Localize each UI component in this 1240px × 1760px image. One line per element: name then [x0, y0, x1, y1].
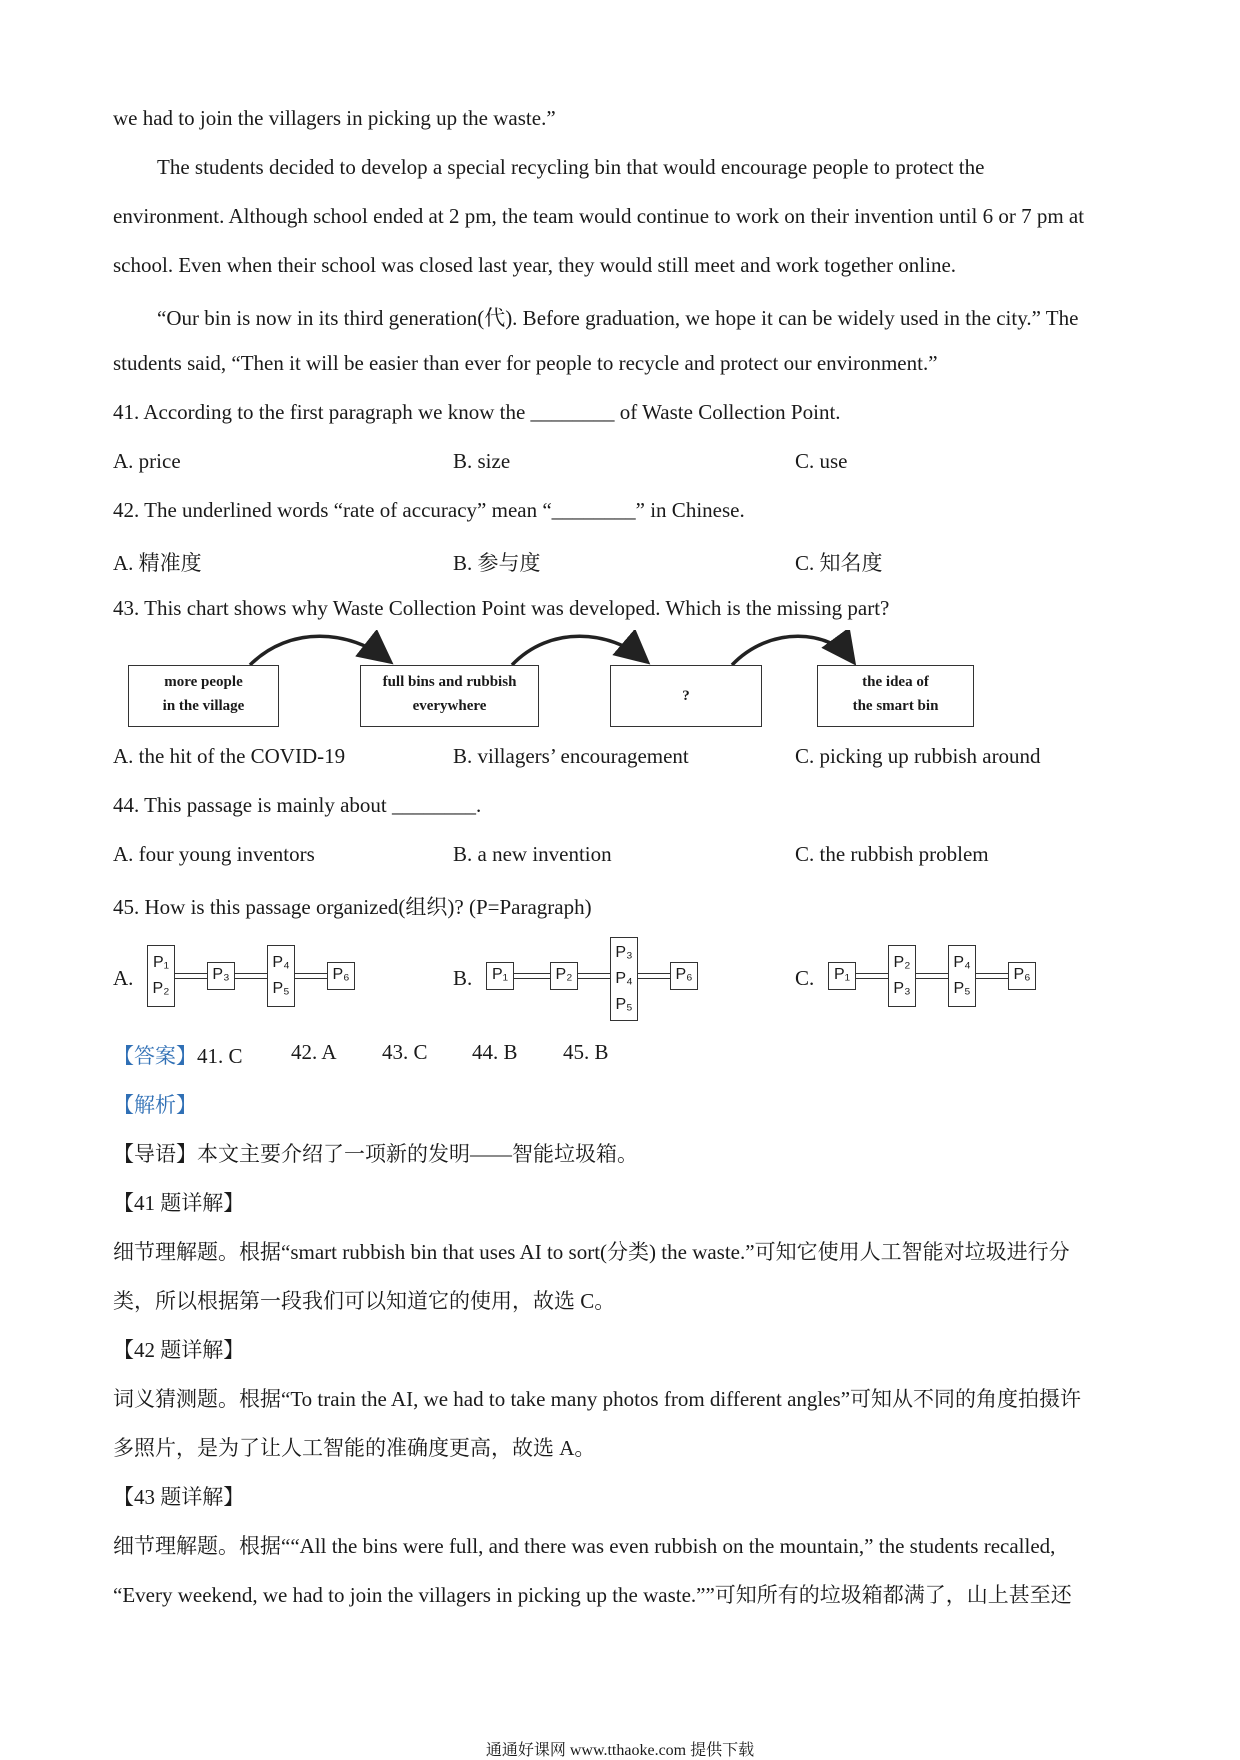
org-a-box-p1p2 — [147, 945, 175, 1007]
paragraph-label: P₄ — [272, 954, 290, 971]
paragraph-label: P₆ — [332, 966, 350, 983]
flow-box-text: more people — [164, 674, 243, 690]
question-41-option-b: B. size — [453, 449, 511, 473]
paragraph-label: P₅ — [615, 996, 633, 1013]
paragraph-label: P₂ — [555, 966, 573, 983]
question-42-option-a: A. 精准度 — [113, 551, 202, 575]
connector — [514, 973, 550, 979]
passage-line: “Our bin is now in its third generation(代). Before graduation, we hope it can be widely used in the city.” The — [157, 306, 1079, 330]
question-41-stem: 41. According to the first paragraph we know the ________ of Waste Collection Point. — [113, 400, 841, 424]
org-c-box-p4p5 — [948, 945, 976, 1007]
analysis-text-41: 类，所以根据第一段我们可以知道它的使用，故选 C。 — [113, 1289, 616, 1313]
connector — [976, 973, 1008, 979]
answer-44: 44. B — [472, 1040, 518, 1064]
paragraph-label: P₃ — [893, 980, 911, 997]
paragraph-label: P₁ — [491, 966, 509, 983]
paragraph-label: P₅ — [272, 980, 290, 997]
paragraph-label: P₃ — [212, 966, 230, 983]
connector — [295, 973, 327, 979]
question-45-stem: 45. How is this passage organized(组织)? (P=Paragraph) — [113, 895, 592, 919]
org-c-box-p2p3 — [888, 945, 916, 1007]
paragraph-label: P₁ — [152, 954, 170, 971]
flow-box-text: ? — [682, 688, 690, 704]
paragraph-label: P₄ — [953, 954, 971, 971]
passage-line: environment. Although school ended at 2 pm, the team would continue to work on their invention until 6 or 7 pm at — [113, 204, 1085, 228]
org-a-box-p4p5 — [267, 945, 295, 1007]
paragraph-label: P₆ — [675, 966, 693, 983]
question-44-option-a: A. four young inventors — [113, 842, 315, 866]
connector — [638, 973, 670, 979]
question-43-option-c: C. picking up rubbish around — [795, 744, 1041, 768]
analysis-heading-42: 【42 题详解】 — [113, 1338, 245, 1362]
flow-box-more-people — [128, 665, 279, 727]
org-b-box-p6 — [670, 962, 698, 990]
question-45-option-c: C. — [795, 966, 815, 990]
question-42-stem: 42. The underlined words “rate of accuracy” mean “________” in Chinese. — [113, 498, 745, 522]
analysis-label: 【解析】 — [113, 1093, 197, 1117]
question-41-option-c: C. use — [795, 449, 848, 473]
passage-line: school. Even when their school was closed last year, they would still meet and work together online. — [113, 253, 957, 277]
org-b-box-p3p4p5 — [610, 937, 638, 1021]
org-c-box-p1 — [828, 962, 856, 990]
paragraph-label: P₂ — [152, 980, 170, 997]
analysis-text-43: 细节理解题。根据““All the bins were full, and there was even rubbish on the mountain,” the students recalled, — [113, 1534, 1056, 1558]
connector — [578, 973, 610, 979]
analysis-text-42: 词义猜测题。根据“To train the AI, we had to take many photos from different angles”可知从不同的角度拍摄许 — [113, 1387, 1082, 1411]
org-b-box-p1 — [486, 962, 514, 990]
question-42-option-c: C. 知名度 — [795, 551, 883, 575]
passage-line: The students decided to develop a special recycling bin that would encourage people to protect the — [157, 155, 985, 179]
connector — [235, 973, 267, 979]
question-44-option-b: B. a new invention — [453, 842, 612, 866]
flow-box-missing — [610, 665, 762, 727]
flow-box-text: in the village — [162, 698, 245, 714]
question-43-option-a: A. the hit of the COVID-19 — [113, 744, 346, 768]
question-45-option-a: A. — [113, 966, 134, 990]
footer-source: 通通好课网 www.tthaoke.com 提供下载 — [485, 1742, 755, 1759]
flow-box-text: the smart bin — [852, 698, 939, 714]
paragraph-label: P₃ — [615, 944, 633, 961]
question-41-option-a: A. price — [113, 449, 181, 473]
analysis-heading-43: 【43 题详解】 — [113, 1485, 245, 1509]
paragraph-label: P₁ — [833, 966, 851, 983]
passage-line: students said, “Then it will be easier than ever for people to recycle and protect our environment.” — [113, 351, 938, 375]
org-c-box-p6 — [1008, 962, 1036, 990]
question-45-option-b: B. — [453, 966, 473, 990]
analysis-text-41: 细节理解题。根据“smart rubbish bin that uses AI to sort(分类) the waste.”可知它使用人工智能对垃圾进行分 — [113, 1240, 1070, 1264]
paragraph-label: P₅ — [953, 980, 971, 997]
answer-42: 42. A — [291, 1040, 337, 1064]
analysis-heading-41: 【41 题详解】 — [113, 1191, 245, 1215]
question-42-option-b: B. 参与度 — [453, 551, 541, 575]
passage-line: we had to join the villagers in picking up the waste.” — [113, 106, 556, 130]
connector — [856, 973, 888, 979]
paragraph-label: P₂ — [893, 954, 911, 971]
flow-box-smart-bin-idea — [817, 665, 974, 727]
flow-box-full-bins — [360, 665, 539, 727]
org-b-box-p2 — [550, 962, 578, 990]
paragraph-label: P₆ — [1013, 966, 1031, 983]
analysis-text-42: 多照片，是为了让人工智能的准确度更高，故选 A。 — [113, 1436, 596, 1460]
connector — [916, 973, 948, 979]
flow-box-text: full bins and rubbish — [382, 674, 517, 690]
answer-label: 【答案】 — [113, 1044, 197, 1068]
analysis-intro: 【导语】本文主要介绍了一项新的发明——智能垃圾箱。 — [113, 1142, 638, 1166]
connector — [175, 973, 207, 979]
flow-box-text: everywhere — [412, 698, 487, 714]
answer-45: 45. B — [563, 1040, 609, 1064]
org-a-box-p6 — [327, 962, 355, 990]
question-44-option-c: C. the rubbish problem — [795, 842, 989, 866]
answer-43: 43. C — [382, 1040, 428, 1064]
answer-row — [113, 1040, 243, 1070]
flow-box-text: the idea of — [862, 674, 929, 690]
analysis-text-43: “Every weekend, we had to join the villagers in picking up the waste.””可知所有的垃圾箱都满了，山上甚至还 — [113, 1583, 1072, 1607]
question-44-stem: 44. This passage is mainly about ________. — [113, 793, 482, 817]
paragraph-label: P₄ — [615, 970, 633, 987]
answer-41: 41. C — [197, 1044, 243, 1068]
question-43-option-b: B. villagers’ encouragement — [453, 744, 689, 768]
question-43-stem: 43. This chart shows why Waste Collection Point was developed. Which is the missing part? — [113, 596, 890, 620]
org-a-box-p3 — [207, 962, 235, 990]
